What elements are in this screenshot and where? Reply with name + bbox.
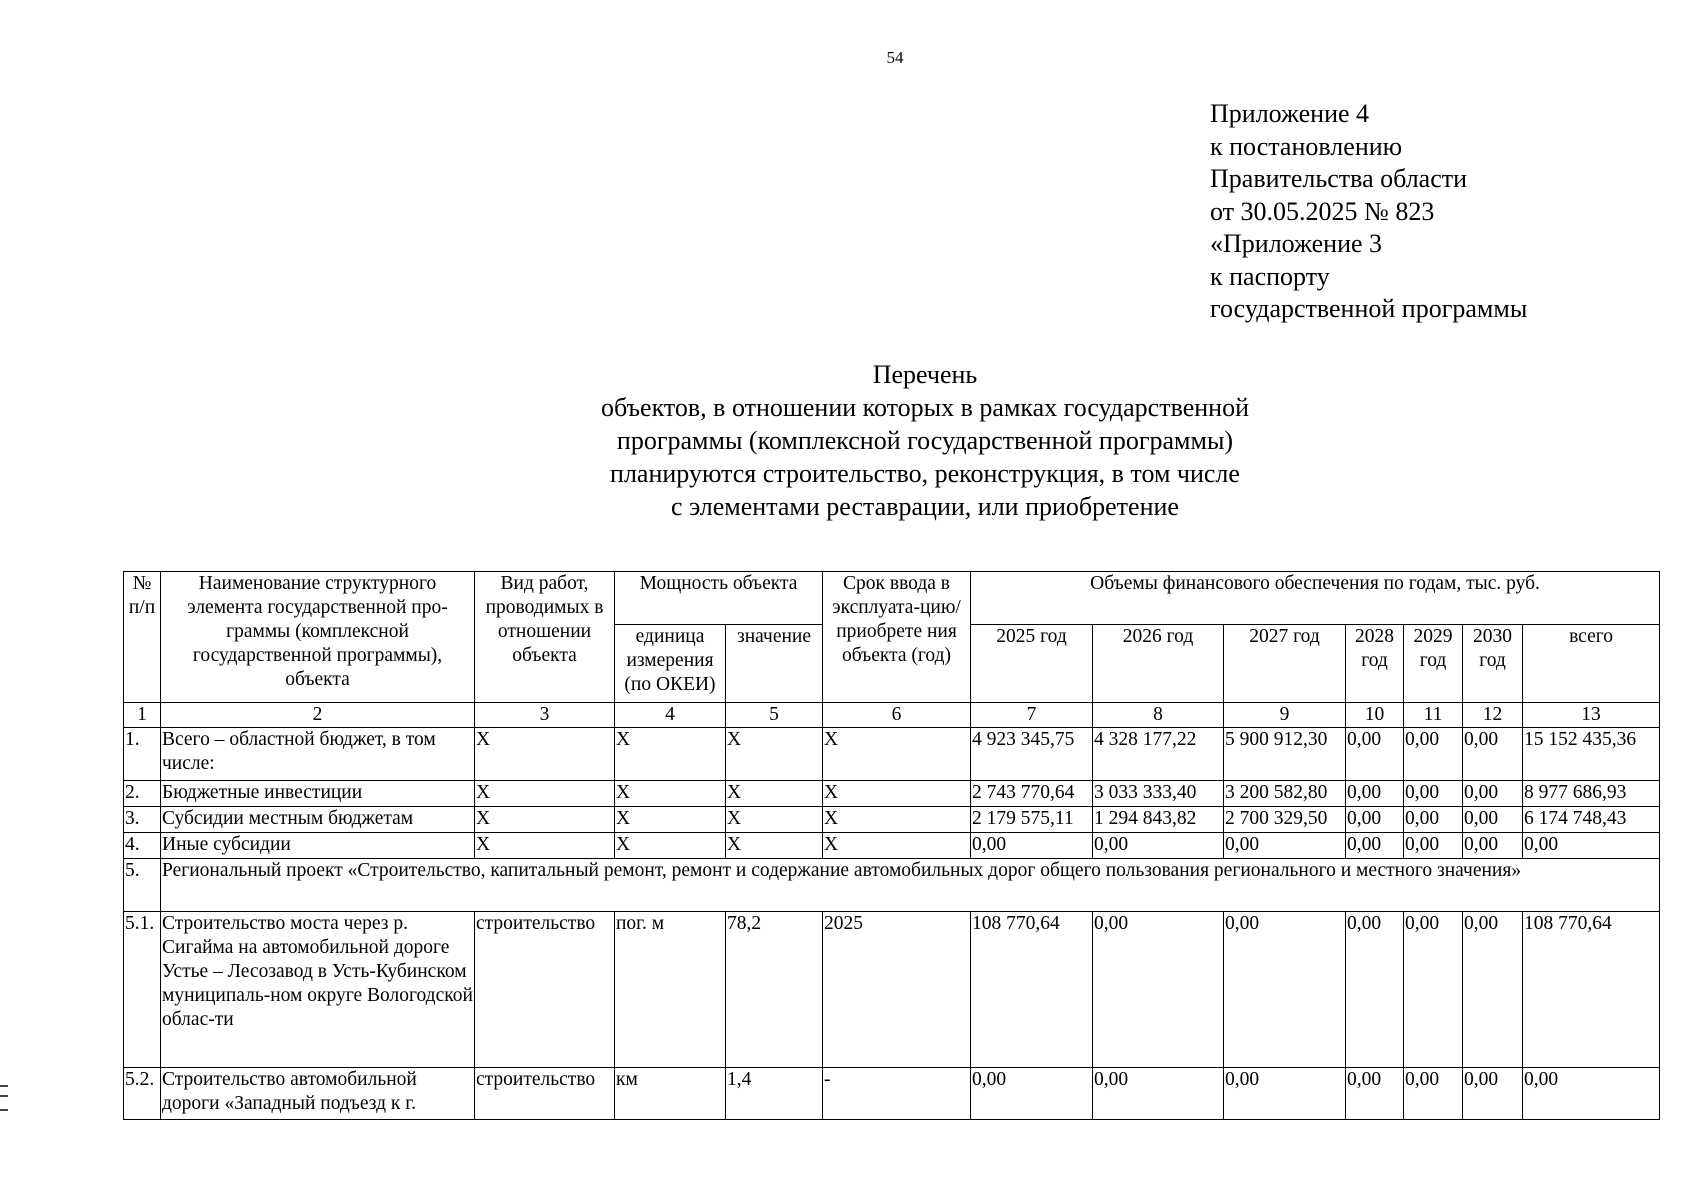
row-2028: 0,00: [1346, 833, 1404, 859]
row-2026: 0,00: [1093, 1068, 1224, 1120]
row-unit: X: [615, 781, 726, 807]
column-number-row: [124, 703, 1660, 728]
row-2027: 5 900 912,30: [1224, 728, 1346, 781]
row-2030: 0,00: [1463, 912, 1523, 1068]
row-2030: 0,00: [1463, 781, 1523, 807]
row-2026: 4 328 177,22: [1093, 728, 1224, 781]
row-deadline: X: [823, 728, 971, 781]
row-work-type: X: [475, 781, 615, 807]
appendix-line: от 30.05.2025 № 823: [1210, 196, 1435, 226]
page-number: 54: [886, 48, 904, 67]
header-funding: Объемы финансового обеспечения по годам, тыс. руб.: [971, 572, 1660, 625]
row-name: Иные субсидии: [161, 833, 475, 859]
row-2028: 0,00: [1346, 912, 1404, 1068]
row-total: 6 174 748,43: [1523, 807, 1660, 833]
document-title: [0, 358, 1697, 523]
column-number: 2: [161, 703, 475, 728]
header-2029: 2029 год: [1404, 625, 1463, 703]
appendix-line: «Приложение 3: [1210, 229, 1383, 258]
row-2027: 0,00: [1224, 833, 1346, 859]
header-2026: 2026 год: [1093, 625, 1224, 703]
appendix-line: к паспорту: [1210, 261, 1330, 291]
row-name: Всего – областной бюджет, в том числе:: [161, 728, 475, 781]
header-value: значение: [726, 625, 823, 703]
column-number: 8: [1093, 703, 1224, 728]
row-deadline: X: [823, 833, 971, 859]
row-deadline: 2025: [823, 912, 971, 1068]
row-name: Строительство автомобильной дороги «Западный подъезд к г.: [161, 1068, 475, 1120]
appendix-block: [1210, 98, 1527, 326]
row-num: 4.: [124, 833, 161, 859]
row-2025: 0,00: [971, 1068, 1093, 1120]
row-value: 1,4: [726, 1068, 823, 1120]
row-2026: 0,00: [1093, 912, 1224, 1068]
row-2025: 0,00: [971, 833, 1093, 859]
appendix-line: Правительства области: [1210, 164, 1468, 193]
row-2027: 2 700 329,50: [1224, 807, 1346, 833]
header-2025: 2025 год: [971, 625, 1093, 703]
row-unit: X: [615, 807, 726, 833]
row-2029: 0,00: [1404, 728, 1463, 781]
appendix-line: к постановлению: [1210, 131, 1403, 161]
row-unit: км: [615, 1068, 726, 1120]
row-unit: X: [615, 728, 726, 781]
row-2030: 0,00: [1463, 807, 1523, 833]
header-total: всего: [1523, 625, 1660, 703]
row-2026: 0,00: [1093, 833, 1224, 859]
header-unit: единица измерения (по ОКЕИ): [615, 625, 726, 703]
column-number: 5: [726, 703, 823, 728]
row-deadline: X: [823, 807, 971, 833]
table-row: [124, 833, 1660, 859]
row-total: 108 770,64: [1523, 912, 1660, 1068]
row-work-type: X: [475, 728, 615, 781]
row-2025: 108 770,64: [971, 912, 1093, 1068]
row-total: 15 152 435,36: [1523, 728, 1660, 781]
header-name: Наименование структурного элемента государственной про-граммы (комплексной государственной программы), объекта: [161, 572, 475, 703]
row-2025: 4 923 345,75: [971, 728, 1093, 781]
row-2025: 2 179 575,11: [971, 807, 1093, 833]
column-number: 13: [1523, 703, 1660, 728]
row-2026: 1 294 843,82: [1093, 807, 1224, 833]
appendix-line: государственной программы: [1210, 294, 1528, 323]
row-2029: 0,00: [1404, 833, 1463, 859]
row-total: 0,00: [1523, 1068, 1660, 1120]
row-value: X: [726, 728, 823, 781]
column-number: 9: [1224, 703, 1346, 728]
row-2030: 0,00: [1463, 728, 1523, 781]
header-deadline: Срок ввода в эксплуата-цию/приобрете ния объекта (год): [823, 572, 971, 703]
column-number: 6: [823, 703, 971, 728]
table-row-section: [124, 859, 1660, 912]
row-2028: 0,00: [1346, 807, 1404, 833]
column-number: 7: [971, 703, 1093, 728]
row-num: 5.2.: [124, 1068, 161, 1120]
row-name: Бюджетные инвестиции: [161, 781, 475, 807]
row-2026: 3 033 333,40: [1093, 781, 1224, 807]
title-line: программы (комплексной государственной программы): [616, 426, 1234, 455]
objects-table: [123, 571, 1660, 1120]
row-unit: пог. м: [615, 912, 726, 1068]
section-title: Региональный проект «Строительство, капитальный ремонт, ремонт и содержание автомобильных дорог общего пользования регионального и местного значения»: [161, 859, 1660, 912]
row-total: 8 977 686,93: [1523, 781, 1660, 807]
row-value: 78,2: [726, 912, 823, 1068]
row-name: Субсидии местным бюджетам: [161, 807, 475, 833]
row-value: X: [726, 807, 823, 833]
row-num: 2.: [124, 781, 161, 807]
table-row: [124, 781, 1660, 807]
row-2027: 3 200 582,80: [1224, 781, 1346, 807]
column-number: 10: [1346, 703, 1404, 728]
row-2027: 0,00: [1224, 912, 1346, 1068]
row-2028: 0,00: [1346, 728, 1404, 781]
column-number: 4: [615, 703, 726, 728]
row-deadline: -: [823, 1068, 971, 1120]
table-row: [124, 912, 1660, 1068]
table-row: [124, 807, 1660, 833]
row-2029: 0,00: [1404, 912, 1463, 1068]
row-2025: 2 743 770,64: [971, 781, 1093, 807]
row-work-type: строительство: [475, 1068, 615, 1120]
header-capacity: Мощность объекта: [615, 572, 823, 625]
row-num: 3.: [124, 807, 161, 833]
row-2028: 0,00: [1346, 781, 1404, 807]
row-deadline: X: [823, 781, 971, 807]
header-num: № п/п: [124, 572, 161, 703]
row-2029: 0,00: [1404, 807, 1463, 833]
column-number: 1: [124, 703, 161, 728]
header-2030: 2030 год: [1463, 625, 1523, 703]
row-work-type: X: [475, 833, 615, 859]
row-total: 0,00: [1523, 833, 1660, 859]
scan-margin-marks: [0, 1085, 8, 1111]
row-work-type: строительство: [475, 912, 615, 1068]
row-2030: 0,00: [1463, 1068, 1523, 1120]
row-num: 5.: [124, 859, 161, 912]
header-row: [124, 572, 1660, 625]
header-2027: 2027 год: [1224, 625, 1346, 703]
row-2029: 0,00: [1404, 781, 1463, 807]
column-number: 12: [1463, 703, 1523, 728]
row-unit: X: [615, 833, 726, 859]
table-row: [124, 1068, 1660, 1120]
title-line: планируются строительство, реконструкция, в том числе: [610, 459, 1240, 488]
appendix-line: Приложение 4: [1210, 99, 1370, 128]
title-line: объектов, в отношении которых в рамках государственной: [601, 393, 1249, 422]
row-value: X: [726, 781, 823, 807]
row-2030: 0,00: [1463, 833, 1523, 859]
column-number: 3: [475, 703, 615, 728]
row-name: Строительство моста через р. Сигайма на автомобильной дороге Устье – Лесозавод в Усть-Кубинском муниципаль-ном округе Вологодской облас-ти: [161, 912, 475, 1068]
title-line: Перечень: [872, 360, 978, 389]
header-2028: 2028 год: [1346, 625, 1404, 703]
row-num: 5.1.: [124, 912, 161, 1068]
column-number: 11: [1404, 703, 1463, 728]
row-2027: 0,00: [1224, 1068, 1346, 1120]
row-2029: 0,00: [1404, 1068, 1463, 1120]
table-row: [124, 728, 1660, 781]
row-2028: 0,00: [1346, 1068, 1404, 1120]
row-num: 1.: [124, 728, 161, 781]
row-value: X: [726, 833, 823, 859]
title-line: с элементами реставрации, или приобретение: [671, 492, 1179, 521]
header-work-type: Вид работ, проводимых в отношении объекта: [475, 572, 615, 703]
row-work-type: X: [475, 807, 615, 833]
